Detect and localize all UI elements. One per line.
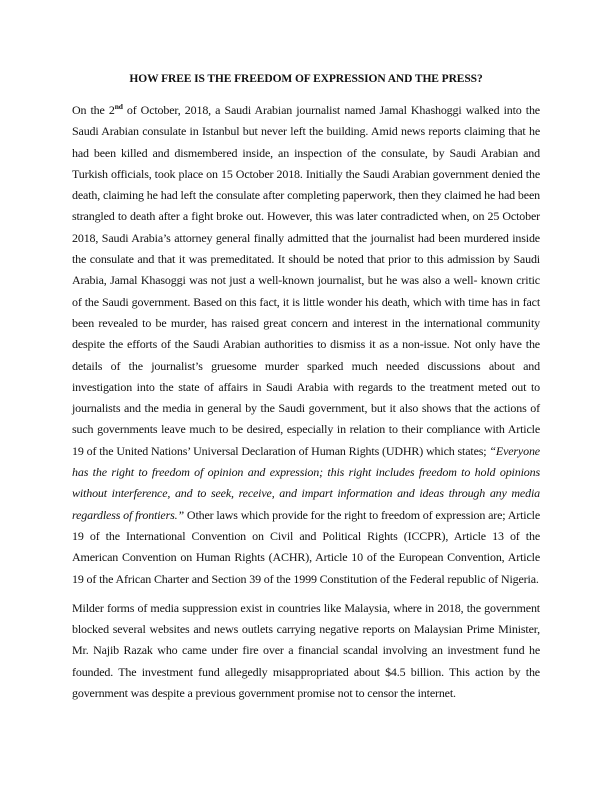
paragraph-khashoggi <box>72 100 540 590</box>
paragraph-body-continued: Other laws which provide for the right to freedom of expression are; Article 19 of the International Convention on Civil and Political Rights (ICCPR), Article 13 of the American Convention on Human Rights (ACHR), Article 10 of the European Convention, Article 19 of the African Charter and Section 39 of the 1999 Constitution of the Federal republic of Nigeria. <box>72 507 540 586</box>
udhr-quote: “Everyone has the right to freedom of opinion and expression; this right includes freedom to hold opinions without interference, and to seek, receive, and impart information and ideas through any media regardless of frontiers.” <box>72 443 540 522</box>
document-page <box>72 70 540 712</box>
paragraph-body: of October, 2018, a Saudi Arabian journalist named Jamal Khashoggi walked into the Saudi Arabian consulate in Istanbul but never left the building. Amid news reports claiming that he had been killed and dismembered inside, an inspection of the consulate, by Saudi Arabian and Turkish officials, took place on 15 October 2018. Initially the Saudi Arabian government denied the death, claiming he had left the consulate after completing paperwork, then they claimed he had been strangled to death after a fight broke out. However, this was later contradicted when, on 25 October 2018, Saudi Arabia’s attorney general finally admitted that the journalist had been murdered inside the consulate and that it was premeditated. It should be noted that prior to this admission by Saudi Arabia, Jamal Khasoggi was not just a well-known journalist, but he was also a well- known critic of the Saudi government. Based on this fact, it is little wonder his death, which with time has in fact been revealed to be murder, has raised great concern and interest in the international community despite the efforts of the Saudi Arabian authorities to dismiss it as a non-issue. Not only have the details of the journalist’s gruesome murder sparked much needed discussions about and investigation into the state of affairs in Saudi Arabia with regards to the treatment meted out to journalists and the media in general by the Saudi government, but it also shows that the actions of such governments leave much to be desired, especially in relation to their compliance with Article 19 of the United Nations’ Universal Declaration of Human Rights (UDHR) which states; <box>72 103 540 458</box>
document-title: HOW FREE IS THE FREEDOM OF EXPRESSION AND THE PRESS? <box>129 73 483 85</box>
paragraph-intro: On the 2 <box>72 103 115 117</box>
ordinal-suffix: nd <box>114 102 123 111</box>
paragraph-malaysia: Milder forms of media suppression exist in countries like Malaysia, where in 2018, the government blocked several websites and news outlets carrying negative reports on Malaysian Prime Minister, Mr. Najib Razak who came under fire over a financial scandal involving an investment fund he founded. The investment fund allegedly misappropriated about $4.5 billion. This action by the government was despite a previous government promise not to censor the internet. <box>72 600 540 701</box>
